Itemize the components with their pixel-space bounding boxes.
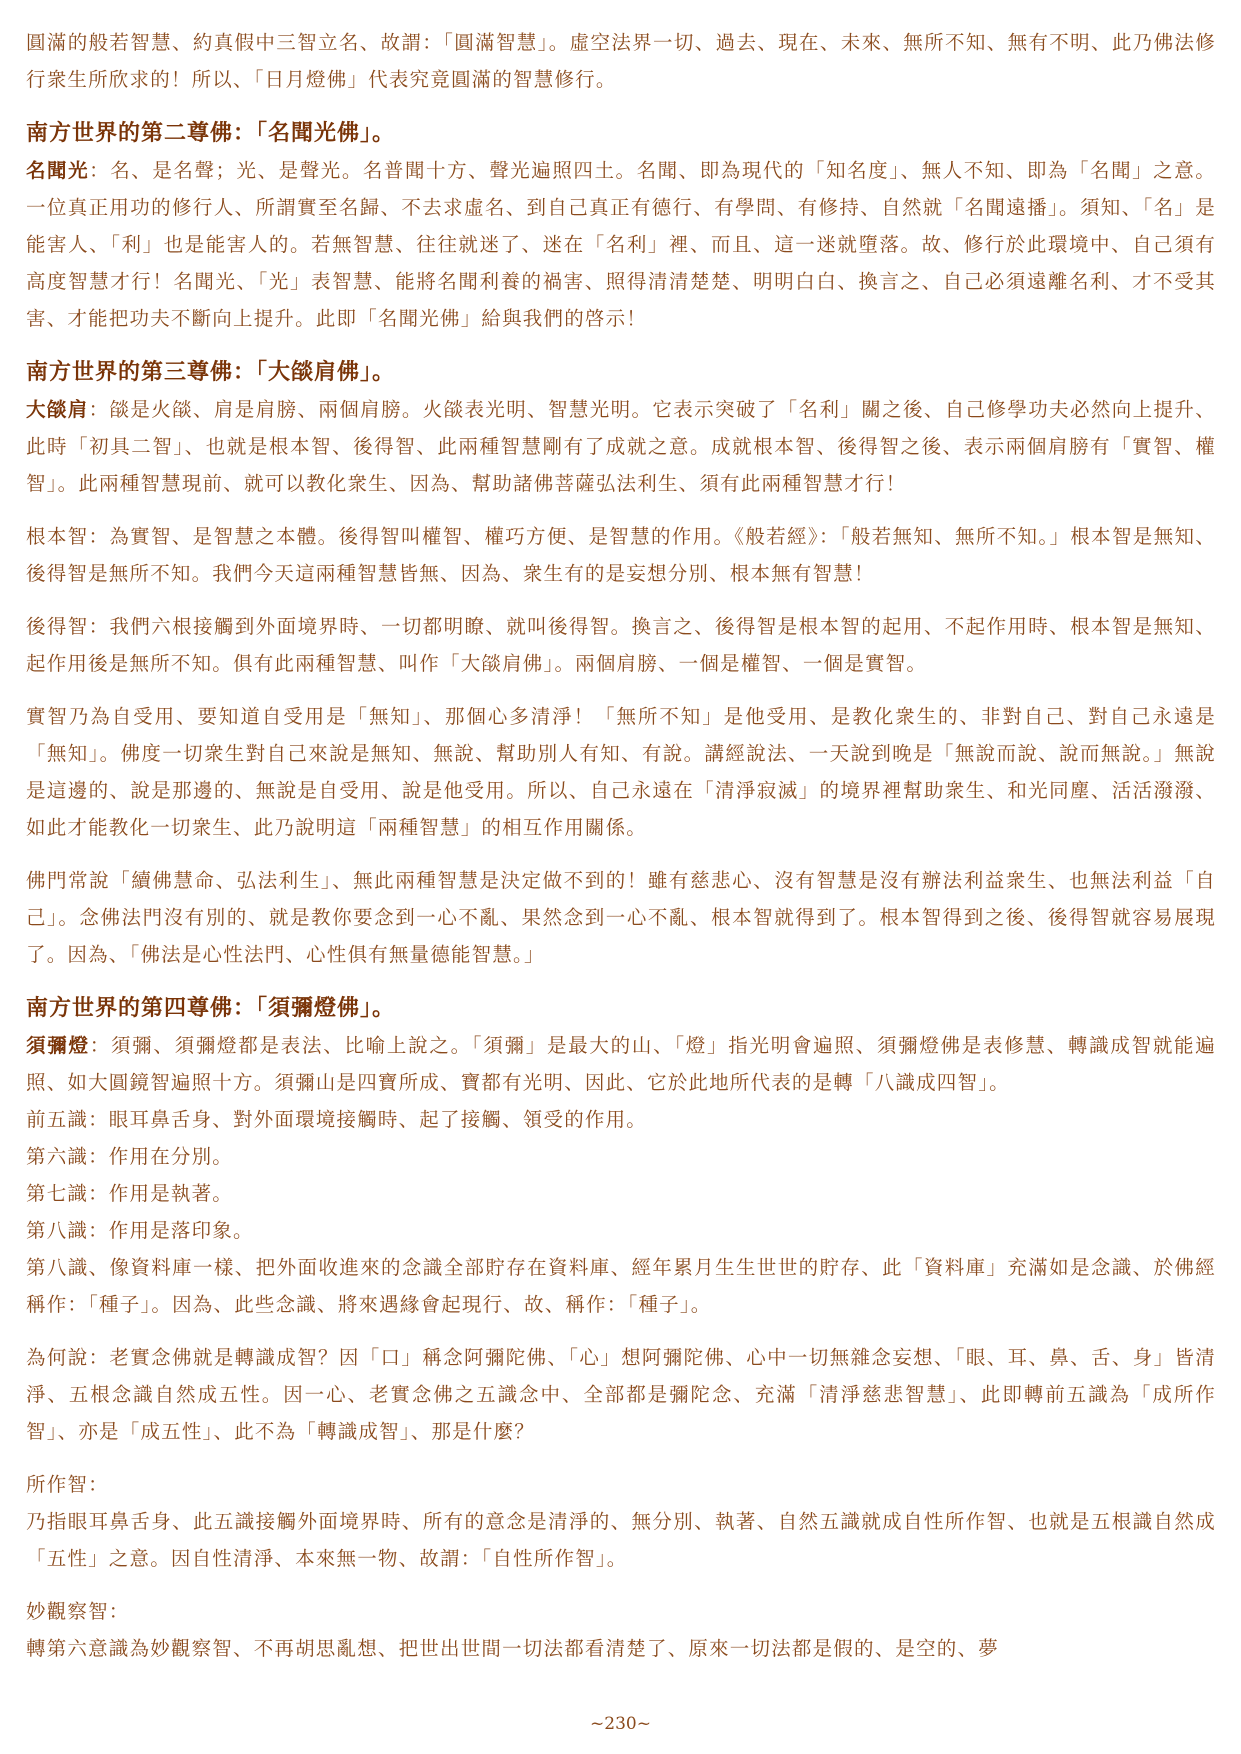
section-2-body [26,152,1216,337]
paragraph-genben [26,518,1216,592]
consciousness-line: 第六識：作用在分別。 [26,1145,234,1168]
intro-paragraph [26,24,1216,98]
section-4-term: 須彌燈 [26,1034,90,1057]
suozuozhi-body: 乃指眼耳鼻舌身、此五識接觸外面境界時、所有的意念是清淨的、無分別、執著、自然五識就成自性所作智、也就是五根識自然成「五性」之意。因自性清淨、本來無一物、故謂：「自性所作智」。 [26,1510,1216,1570]
section-3-term: 大燄肩 [26,398,89,421]
section-suozuozhi [26,1466,1216,1577]
document-page [26,24,1216,1683]
section-2-text: ：名、是名聲；光、是聲光。名普聞十方、聲光遍照四土。名聞、即為現代的「知名度」、無人不知、即為「名聞」之意。一位真正用功的修行人、所謂實至名歸、不去求虛名、到自己真正有德行、有學問、有修持、自然就「名聞遠播」。須知、「名」是能害人、「利」也是能害人的。若無智慧、往往就迷了、迷在「名利」裡、而且、這一迷就墮落。故、修行於此環境中、自己須有高度智慧才行！名聞光、「光」表智慧、能將名聞利養的禍害、照得清清楚楚、明明白白、換言之、自己必須遠離名利、才不受其害、才能把功夫不斷向上提升。此即「名聞光佛」給與我們的啓示！ [26,159,1216,330]
intro-text: 圓滿的般若智慧、約真假中三智立名、故謂：「圓滿智慧」。虛空法界一切、過去、現在、未來、無所不知、無有不明、此乃佛法修行衆生所欣求的！所以、「日月燈佛」代表究竟圓滿的智慧修行。 [26,31,1216,91]
suozuozhi-label: 所作智： [26,1473,109,1496]
page-number: ~230~ [590,1714,651,1734]
consciousness-line: 前五識：眼耳鼻舌身、對外面環境接觸時、起了接觸、領受的作用。 [26,1108,648,1131]
section-4 [26,989,1216,1323]
section-4-text: ：須彌、須彌燈都是表法、比喻上說之。「須彌」是最大的山、「燈」指光明會遍照、須彌燈佛是表修慧、轉識成智就能遍照、如大圓鏡智遍照十方。須彌山是四寶所成、寶都有光明、因此、它於此地所代表的是轉「八識成四智」。 [26,1034,1216,1094]
section-miaoguancha [26,1593,1216,1667]
consciousness-line: 第七識：作用是執著。 [26,1182,234,1205]
paragraph-text: 根本智：為實智、是智慧之本體。後得智叫權智、權巧方便、是智慧的作用。《般若經》：「般若無知、無所不知。」根本智是無知、後得智是無所不知。我們今天這兩種智慧皆無、因為、衆生有的是妄想分別、根本無有智慧！ [26,525,1216,585]
paragraph-fomen [26,862,1216,973]
section-2-term: 名聞光 [26,159,90,182]
paragraph-text: 實智乃為自受用、要知道自受用是「無知」、那個心多清淨！「無所不知」是他受用、是教化衆生的、非對自己、對自己永遠是「無知」。佛度一切衆生對自己來說是無知、無說、幫助別人有知、有說。講經說法、一天說到晚是「無說而說、說而無說。」無說是這邊的、說是那邊的、無說是自受用、說是他受用。所以、自己永遠在「清淨寂滅」的境界裡幫助衆生、和光同塵、活活潑潑、如此才能教化一切衆生、此乃說明這「兩種智慧」的相互作用關係。 [26,705,1216,839]
section-4-tail: 第八識、像資料庫一樣、把外面收進來的念識全部貯存在資料庫、經年累月生生世世的貯存、此「資料庫」充滿如是念識、於佛經稱作：「種子」。因為、此些念識、將來遇緣會起現行、故、稱作：「種子」。 [26,1256,1216,1316]
paragraph-text: 為何說：老實念佛就是轉識成智？因「口」稱念阿彌陀佛、「心」想阿彌陀佛、心中一切無雜念妄想、「眼、耳、鼻、舌、身」皆清淨、五根念識自然成五性。因一心、老實念佛之五識念中、全部都是彌陀念、充滿「清淨慈悲智慧」、此即轉前五識為「成所作智」、亦是「成五性」、此不為「轉識成智」、那是什麼？ [26,1346,1216,1443]
section-4-heading: 南方世界的第四尊佛：「須彌燈佛」。 [26,995,396,1021]
section-2-heading: 南方世界的第二尊佛：「名聞光佛」。 [26,120,396,146]
section-3-heading: 南方世界的第三尊佛：「大燄肩佛」。 [26,359,396,385]
section-3 [26,353,1216,502]
section-3-text: ：燄是火燄、肩是肩膀、兩個肩膀。火燄表光明、智慧光明。它表示突破了「名利」關之後、自己修學功夫必然向上提升、此時「初具二智」、也就是根本智、後得智、此兩種智慧剛有了成就之意。成就根本智、後得智之後、表示兩個肩膀有「實智、權智」。此兩種智慧現前、就可以教化衆生、因為、幫助諸佛菩薩弘法利生、須有此兩種智慧才行！ [26,398,1216,495]
paragraph-text: 佛門常說「續佛慧命、弘法利生」、無此兩種智慧是決定做不到的！雖有慈悲心、沒有智慧是沒有辦法利益衆生、也無法利益「自己」。念佛法門沒有別的、就是教你要念到一心不亂、果然念到一心不亂、根本智就得到了。根本智得到之後、後得智就容易展現了。因為、「佛法是心性法門、心性俱有無量德能智慧。」 [26,869,1216,966]
miaoguancha-label: 妙觀察智： [26,1600,130,1623]
consciousness-line: 第八識：作用是落印象。 [26,1219,254,1242]
section-3-body [26,391,1216,502]
section-4-body [26,1027,1216,1101]
paragraph-shizhi [26,698,1216,846]
miaoguancha-body: 轉第六意識為妙觀察智、不再胡思亂想、把世出世間一切法都看清楚了、原來一切法都是假的、是空的、夢 [26,1637,999,1660]
section-2 [26,114,1216,337]
paragraph-text: 後得智：我們六根接觸到外面境界時、一切都明瞭、就叫後得智。換言之、後得智是根本智的起用、不起作用時、根本智是無知、起作用後是無所不知。俱有此兩種智慧、叫作「大燄肩佛」。兩個肩膀、一個是權智、一個是實智。 [26,615,1216,675]
paragraph-houde [26,608,1216,682]
paragraph-nianfo [26,1339,1216,1450]
